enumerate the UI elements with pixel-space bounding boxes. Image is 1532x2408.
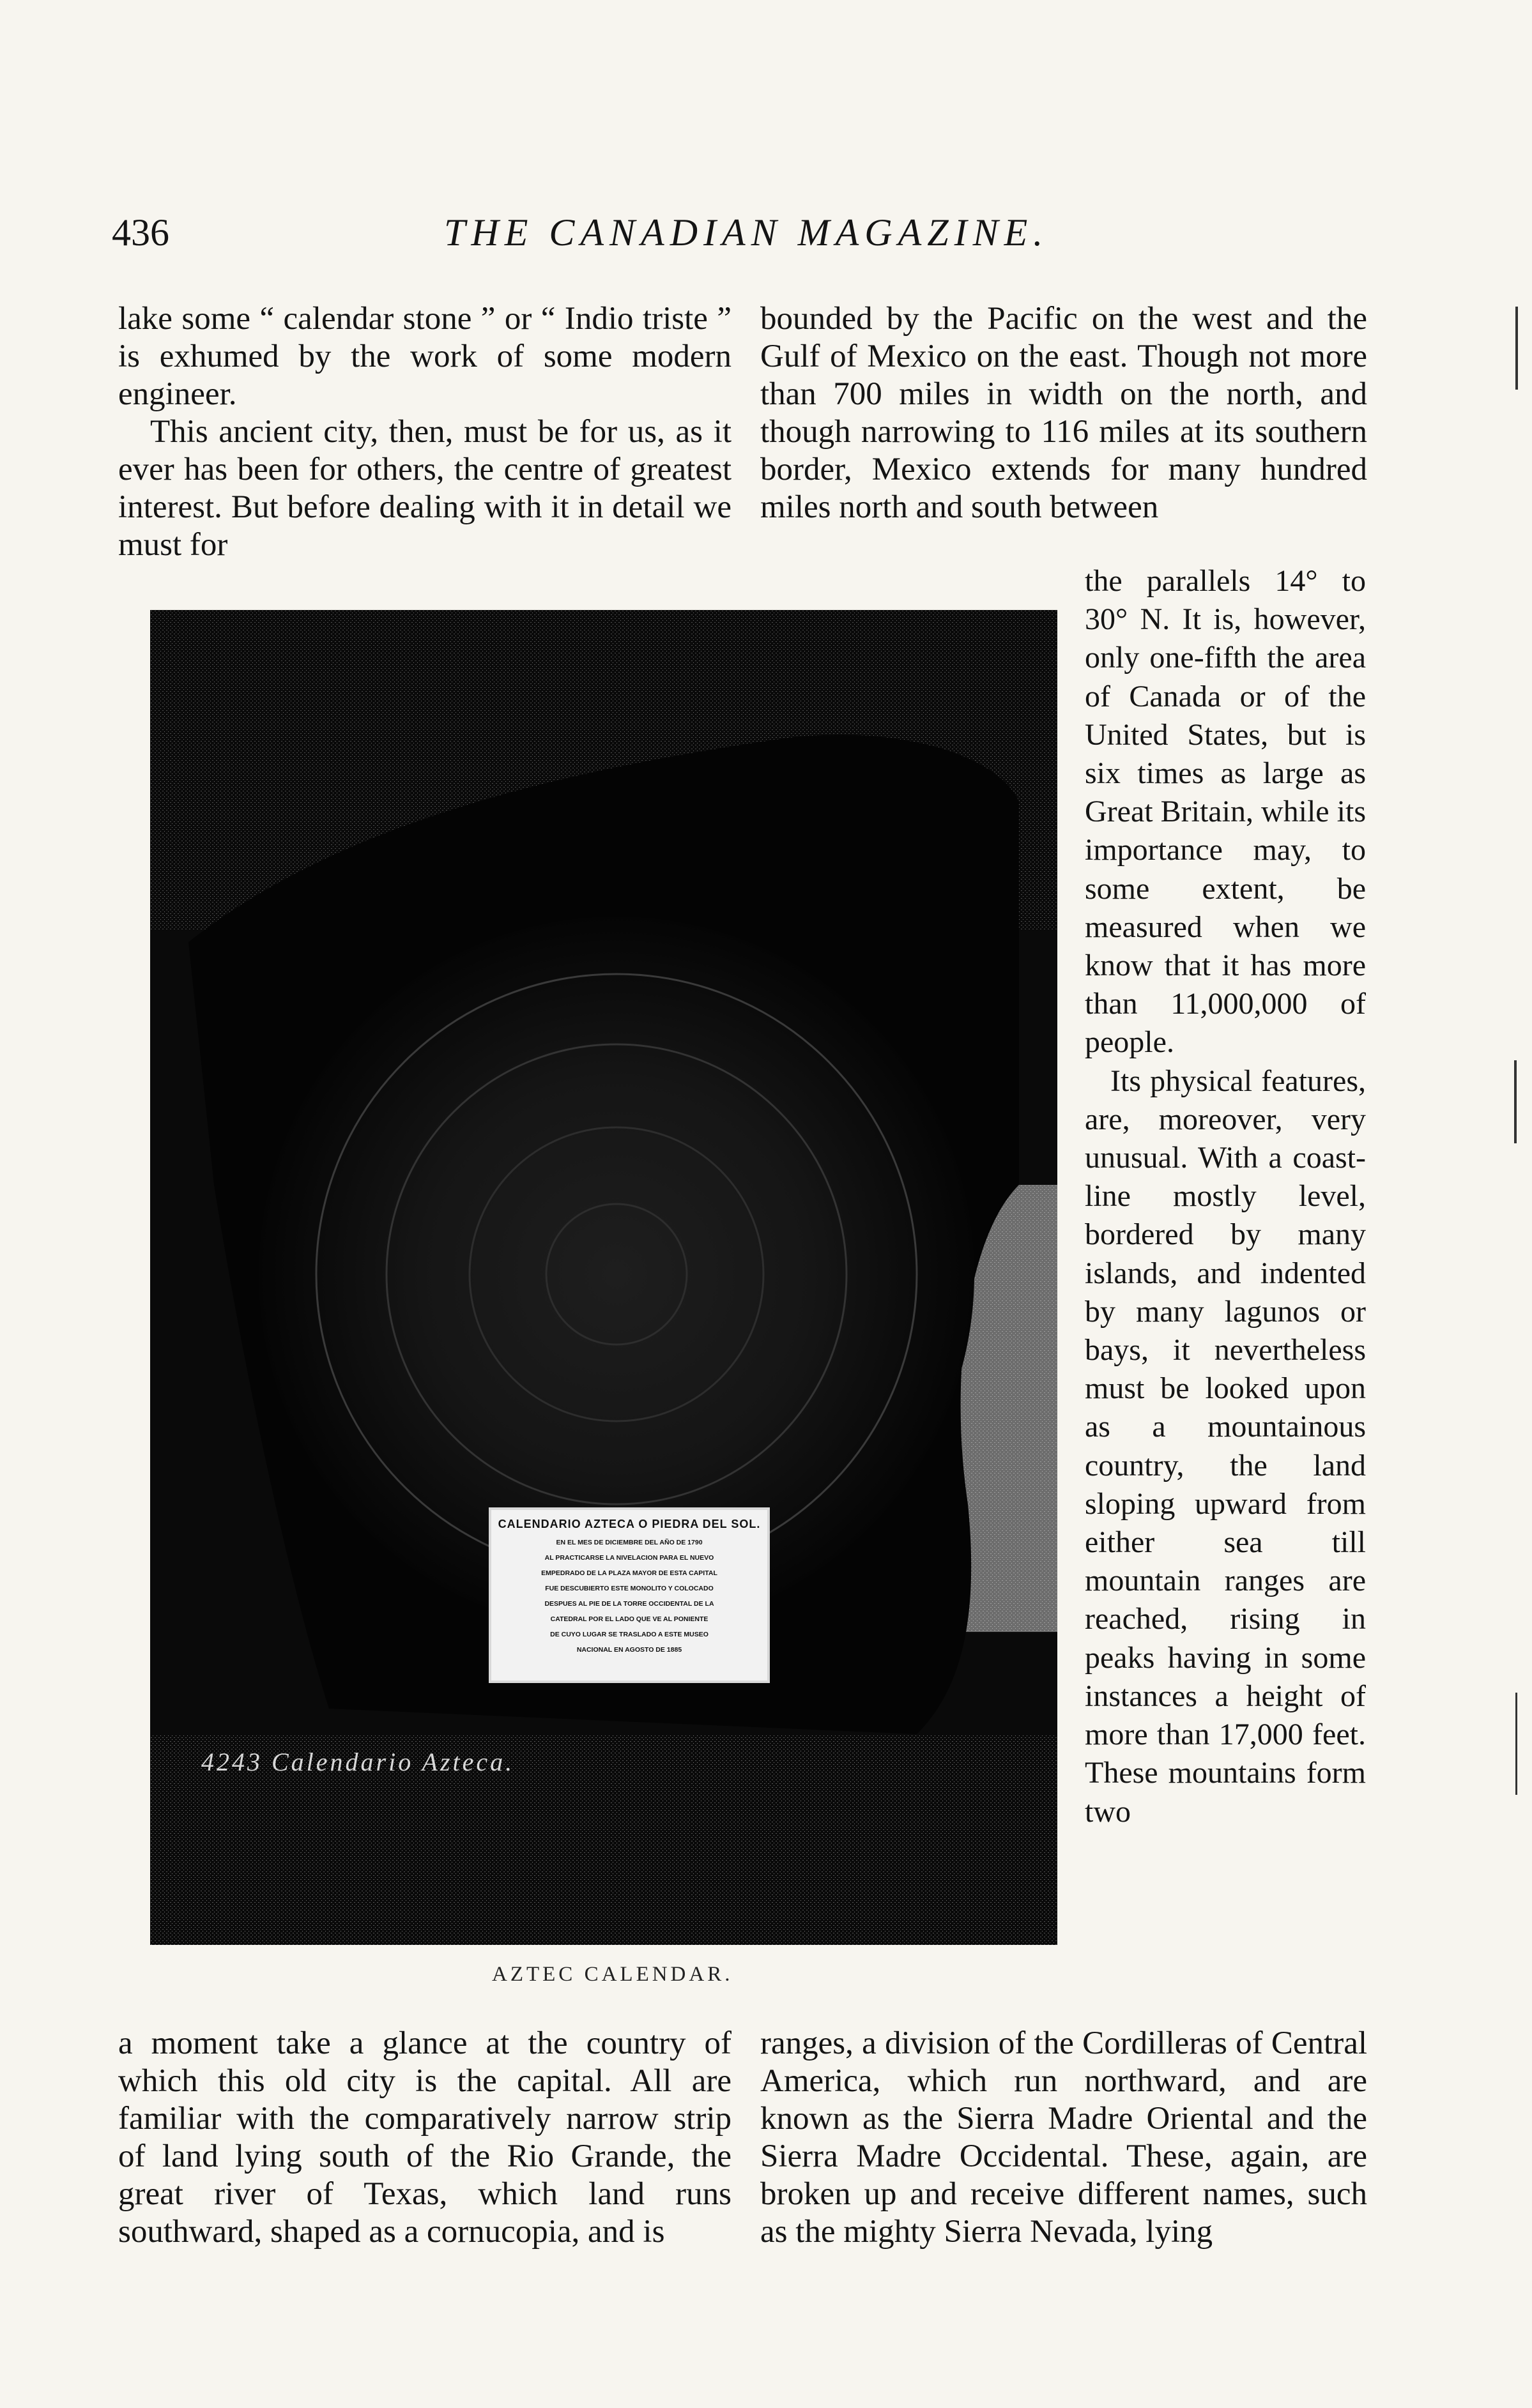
sign-line: CATEDRAL POR EL LADO QUE VE AL PONIENTE <box>550 1615 709 1623</box>
sign-line: EN EL MES DE DICIEMBRE DEL AÑO DE 1790 <box>556 1539 703 1546</box>
paragraph: lake some “ calendar stone ” or “ Indio triste ” is exhumed by the work of some modern engineer. <box>118 301 732 412</box>
right-column-top <box>760 300 1367 526</box>
figure-caption: AZTEC CALENDAR. <box>492 1963 733 1986</box>
scan-edge-mark <box>1515 307 1518 390</box>
sign-body <box>498 1535 761 1657</box>
paragraph: bounded by the Pacific on the west and the Gulf of Mexico on the east. Though not more than 700 miles in width on the north, and though narrowing to 116 miles at its southern border, Mexico extends for many hundred miles north and south between <box>760 301 1367 525</box>
sign-line: EMPEDRADO DE LA PLAZA MAYOR DE ESTA CAPITAL <box>541 1569 717 1577</box>
left-column-top <box>118 300 732 564</box>
photo-inscription: 4243 Calendario Azteca. <box>201 1748 515 1776</box>
sign-title: CALENDARIO AZTECA O PIEDRA DEL SOL. <box>498 1518 761 1530</box>
left-column-bottom <box>118 2025 732 2251</box>
museum-sign <box>489 1507 770 1683</box>
paragraph: a moment take a glance at the country of which this old city is the capital. All are familiar with the comparatively narrow strip of land lying south of the Rio Grande, the great river of Texas, which land runs southward, shaped as a cornucopia, and is <box>118 2025 732 2250</box>
scan-edge-mark <box>1515 1693 1517 1795</box>
running-title: THE CANADIAN MAGAZINE. <box>444 211 1049 254</box>
paragraph: Its physical features, are, moreover, very unusual. With a coast-line mostly level, bordered by many islands, and indented by many lagunos or bays, it nevertheless must be looked upon as a mountainous country, the land sloping upward from either sea till mountain ranges are reached, rising in peaks having in some instances a height of more than 17,000 feet. These mountains form two <box>1085 1063 1366 1829</box>
right-narrow-column <box>1085 562 1366 1831</box>
sign-line: DE CUYO LUGAR SE TRASLADO A ESTE MUSEO <box>550 1631 709 1638</box>
page-number: 436 <box>112 211 169 254</box>
photo-artwork <box>150 610 1057 1945</box>
scan-edge-mark <box>1514 1060 1517 1143</box>
paragraph: the parallels 14° to 30° N. It is, however, only one-fifth the area of Canada or of the United States, but is six times as large as Great Britain, while its importance may, to some extent, be measured when we know that it has more than 11,000,000 of people. <box>1085 564 1366 1060</box>
sign-line: DESPUES AL PIE DE LA TORRE OCCIDENTAL DE LA <box>544 1600 714 1608</box>
page-header <box>112 211 1367 268</box>
paragraph: ranges, a division of the Cordilleras of Central America, which run northward, and are known as the Sierra Madre Oriental and the Sierra Madre Occidental. These, again, are broken up and receive different names, such as the mighty Sierra Nevada, lying <box>760 2025 1367 2250</box>
aztec-calendar-photo <box>150 610 1057 1945</box>
sign-line: NACIONAL EN AGOSTO DE 1885 <box>576 1646 682 1654</box>
paragraph: This ancient city, then, must be for us, as it ever has been for others, the centre of greatest interest. But before dealing with it in detail we must for <box>118 414 732 563</box>
sign-line: AL PRACTICARSE LA NIVELACION PARA EL NUEVO <box>544 1554 714 1562</box>
sign-line: FUE DESCUBIERTO ESTE MONOLITO Y COLOCADO <box>545 1585 714 1592</box>
right-column-bottom <box>760 2025 1367 2251</box>
